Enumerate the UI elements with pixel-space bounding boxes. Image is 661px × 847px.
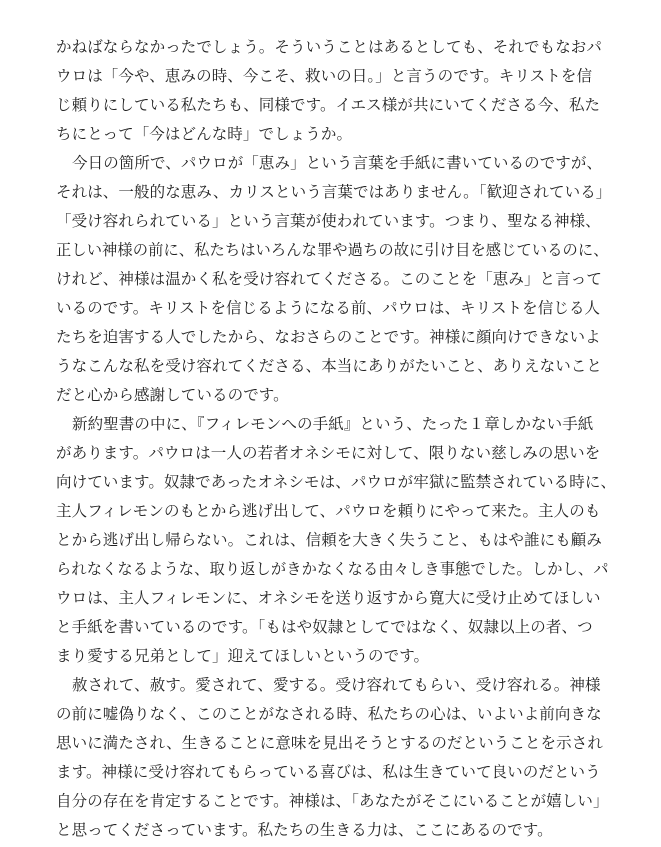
text-line: 思いに満たされ、生きることに意味を見出そうとするのだということを示され — [56, 734, 603, 752]
paragraph-start-line: 新約聖書の中に、『フィレモンへの手紙』という、たった１章しかない手紙 — [72, 415, 594, 433]
text-line: られなくなるような、取り返しがきかなくなる由々しき事態でした。しかし、パ — [56, 560, 609, 578]
text-line: いるのです。キリストを信じるようになる前、パウロは、キリストを信じる人 — [56, 299, 601, 317]
text-line: けれど、神様は温かく私を受け容れてくださる。このことを「恵み」と言って — [56, 270, 603, 288]
text-line: かねばならなかったでしょう。そういうことはあるとしても、それでもなおパ — [56, 38, 603, 56]
text-line: ウロは、主人フィレモンに、オネシモを送り返すから寛大に受け止めてほしい — [56, 589, 601, 607]
paragraph-start-line: 赦されて、赦す。愛されて、愛する。受け容れてもらい、受け容れる。神様 — [72, 676, 601, 694]
text-line: 自分の存在を肯定することです。神様は、「あなたがそこにいることが嬉しい」 — [56, 792, 609, 810]
text-line: 正しい神様の前に、私たちはいろんな罪や過ちの故に引け目を感じているのに、 — [56, 241, 609, 259]
text-line: ウロは「今や、恵みの時、今こそ、救いの日。」と言うのです。キリストを信 — [56, 67, 593, 85]
text-line: と思ってくださっています。私たちの生きる力は、ここにあるのです。 — [56, 821, 553, 839]
text-line: 向けています。奴隷であったオネシモは、パウロが牢獄に監禁されている時に、 — [56, 473, 617, 491]
text-line: たちを迫害する人でしたから、なおさらのことです。神様に顔向けできないよ — [56, 328, 601, 346]
text-line: うなこんな私を受け容れてくださる、本当にありがたいこと、ありえないこと — [56, 357, 603, 375]
text-line: と手紙を書いているのです。「もはや奴隷としてではなく、奴隷以上の者、つ — [56, 618, 593, 636]
text-line: それは、一般的な恵み、カリスという言葉ではありません。「歓迎されている」 — [56, 183, 612, 201]
text-line: 主人フィレモンのもとから逃げ出して、パウロを頼りにやって来た。主人のも — [56, 502, 601, 520]
text-line: まり愛する兄弟として」迎えてほしいというのです。 — [56, 647, 430, 665]
text-line: だと心から感謝しているのです。 — [56, 386, 289, 404]
text-line: とから逃げ出し帰らない。これは、信頼を大きく失うこと、もはや誰にも顧み — [56, 531, 603, 549]
text-line: があります。パウロは一人の若者オネシモに対して、限りない慈しみの思いを — [56, 444, 601, 462]
text-line: ちにとって「今はどんな時」でしょうか。 — [56, 125, 353, 143]
text-line: 「受け容れられている」という言葉が使われています。つまり、聖なる神様、 — [56, 212, 601, 230]
text-line: ます。神様に受け容れてもらっている喜びは、私は生きていて良いのだという — [56, 763, 601, 781]
text-line: じ頼りにしている私たちも、同様です。イエス様が共にいてくださる今、私た — [56, 96, 601, 114]
paragraph-start-line: 今日の箇所で、パウロが「恵み」という言葉を手紙に書いているのですが、 — [72, 154, 603, 172]
text-line: の前に嘘偽りなく、このことがなされる時、私たちの心は、いよいよ前向きな — [56, 705, 602, 723]
